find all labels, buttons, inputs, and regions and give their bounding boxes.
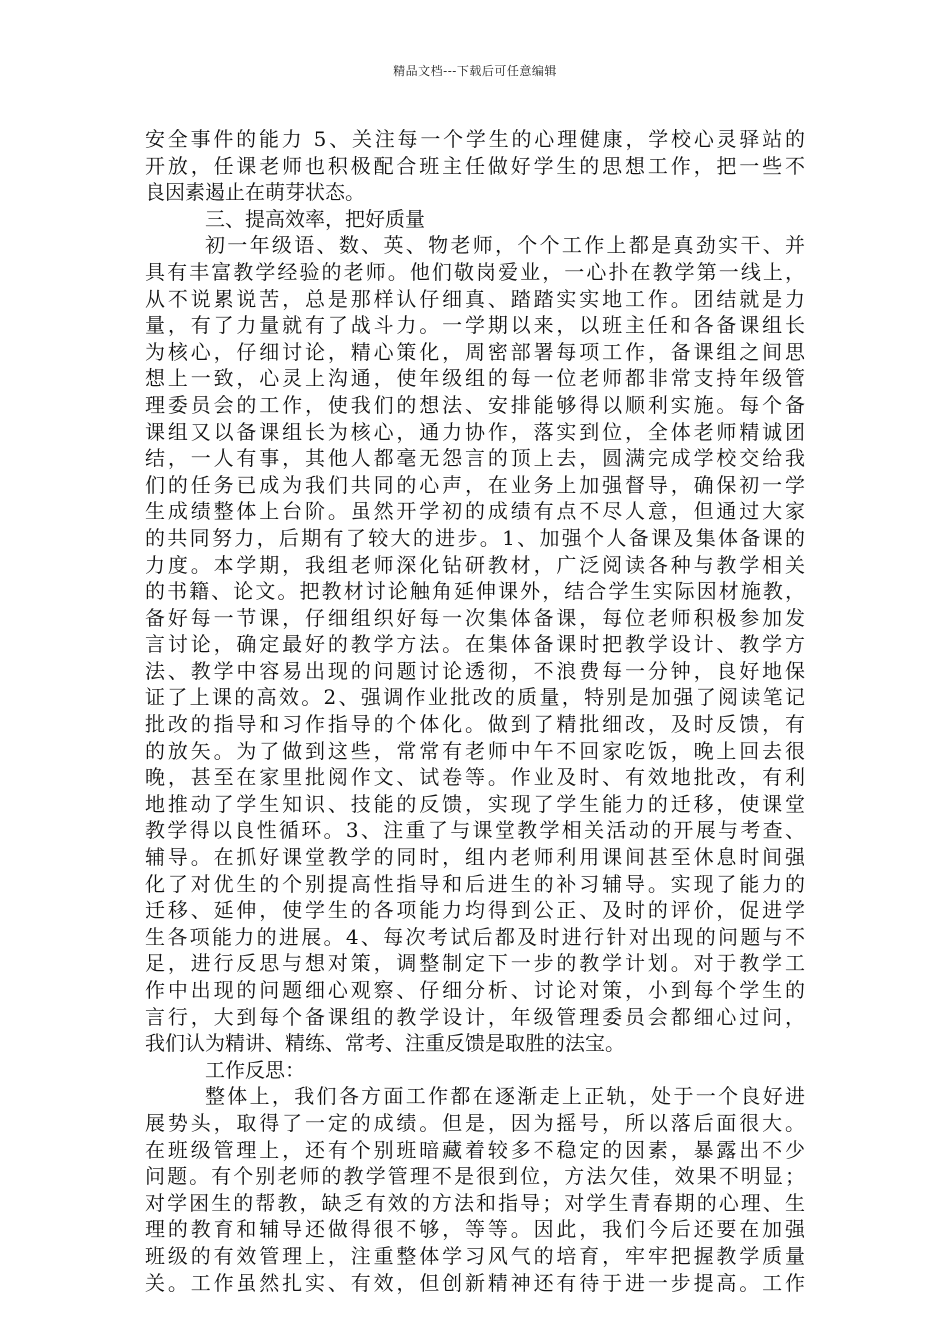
page-header: 精品文档---下载后可任意编辑 [393, 64, 557, 78]
section-heading: 工作反思： [205, 1057, 305, 1082]
text-line: 言讨论，确定最好的教学方法。在集体备课时把教学设计、教学方 [145, 632, 805, 657]
text-line: 初一年级语、数、英、物老师，个个工作上都是真劲实干、并 [205, 233, 805, 258]
text-line: 展势头，取得了一定的成绩。但是，因为摇号，所以落后面很大。 [145, 1110, 805, 1135]
text-line: 备好每一节课，仔细组织好每一次集体备课，每位老师积极参加发 [145, 605, 805, 630]
text-line: 开放，任课老师也积极配合班主任做好学生的思想工作，把一些不 [145, 153, 805, 178]
text-line: 在班级管理上，还有个别班暗藏着较多不稳定的因素，暴露出不少 [145, 1137, 805, 1162]
text-line: 生成绩整体上台阶。虽然开学初的成绩有点不尽人意，但通过大家 [145, 499, 805, 524]
text-line: 晚，甚至在家里批阅作文、试卷等。作业及时、有效地批改，有利 [145, 765, 805, 790]
text-line: 课组又以备课组长为核心，通力协作，落实到位，全体老师精诚团 [145, 419, 805, 444]
text-line: 的放矢。为了做到这些，常常有老师中午不回家吃饭，晚上回去很 [145, 738, 805, 763]
text-line: 量，有了力量就有了战斗力。一学期以来，以班主任和各备课组长 [145, 313, 805, 338]
text-line: 我们认为精讲、精练、常考、注重反馈是取胜的法宝。 [145, 1031, 625, 1056]
text-line: 力度。本学期，我组老师深化钻研教材，广泛阅读各种与教学相关 [145, 552, 805, 577]
text-line: 地推动了学生知识、技能的反馈，实现了学生能力的迁移，使课堂 [145, 791, 805, 816]
text-line: 班级的有效管理上，注重整体学习风气的培育，牢牢把握教学质量 [145, 1243, 805, 1268]
text-line: 的共同努力，后期有了较大的进步。1、加强个人备课及集体备课的 [145, 525, 805, 550]
text-line: 的书籍、论文。把教材讨论触角延伸课外，结合学生实际因材施教， [145, 579, 805, 604]
text-line: 理的教育和辅导还做得很不够，等等。因此，我们今后还要在加强 [145, 1217, 805, 1242]
text-line: 良因素遏止在萌芽状态。 [145, 180, 365, 205]
text-line: 作中出现的问题细心观察、仔细分析、讨论对策，小到每个学生的 [145, 978, 805, 1002]
text-line: 教学得以良性循环。3、注重了与课堂教学相关活动的开展与考查、 [145, 818, 805, 843]
document-body [145, 126, 805, 1296]
text-line: 理委员会的工作，使我们的想法、安排能够得以顺利实施。每个备 [145, 392, 805, 417]
text-line: 问题。有个别老师的教学管理不是很到位，方法欠佳，效果不明显； [145, 1164, 805, 1189]
text-line: 具有丰富教学经验的老师。他们敬岗爱业，一心扑在教学第一线上， [145, 259, 805, 284]
section-heading: 三、提高效率，把好质量 [205, 206, 425, 231]
text-line: 证了上课的高效。2、强调作业批改的质量，特别是加强了阅读笔记 [145, 685, 805, 710]
text-line: 安全事件的能力 5、关注每一个学生的心理健康，学校心灵驿站的 [145, 127, 805, 151]
text-line: 整体上，我们各方面工作都在逐渐走上正轨，处于一个良好进 [205, 1084, 805, 1109]
text-line: 从不说累说苦，总是那样认仔细真、踏踏实实地工作。团结就是力 [145, 286, 805, 311]
text-line: 言行，大到每个备课组的教学设计，年级管理委员会都细心过问， [145, 1004, 805, 1029]
text-line: 批改的指导和习作指导的个体化。做到了精批细改，及时反馈，有 [145, 712, 805, 737]
text-line: 化了对优生的个别提高性指导和后进生的补习辅导。实现了能力的 [145, 871, 805, 896]
text-line: 关。工作虽然扎实、有效，但创新精神还有待于进一步提高。工作 [145, 1270, 805, 1295]
text-line: 们的任务已成为我们共同的心声，在业务上加强督导，确保初一学 [145, 472, 805, 497]
text-line: 足，进行反思与想对策，调整制定下一步的教学计划。对于教学工 [145, 951, 805, 976]
text-line: 生各项能力的进展。4、每次考试后都及时进行针对出现的问题与不 [145, 924, 805, 949]
text-line: 结，一人有事，其他人都毫无怨言的顶上去，圆满完成学校交给我 [145, 446, 805, 471]
text-line: 想上一致，心灵上沟通，使年级组的每一位老师都非常支持年级管 [145, 366, 805, 391]
text-line: 辅导。在抓好课堂教学的同时，组内老师利用课间甚至休息时间强 [145, 845, 805, 870]
text-line: 为核心，仔细讨论，精心策化，周密部署每项工作，备课组之间思 [145, 339, 805, 364]
text-line: 迁移、延伸，使学生的各项能力均得到公正、及时的评价，促进学 [145, 898, 805, 923]
text-line: 法、教学中容易出现的问题讨论透彻，不浪费每一分钟，良好地保 [145, 658, 805, 683]
text-line: 对学困生的帮教，缺乏有效的方法和指导；对学生青春期的心理、生 [145, 1190, 805, 1215]
